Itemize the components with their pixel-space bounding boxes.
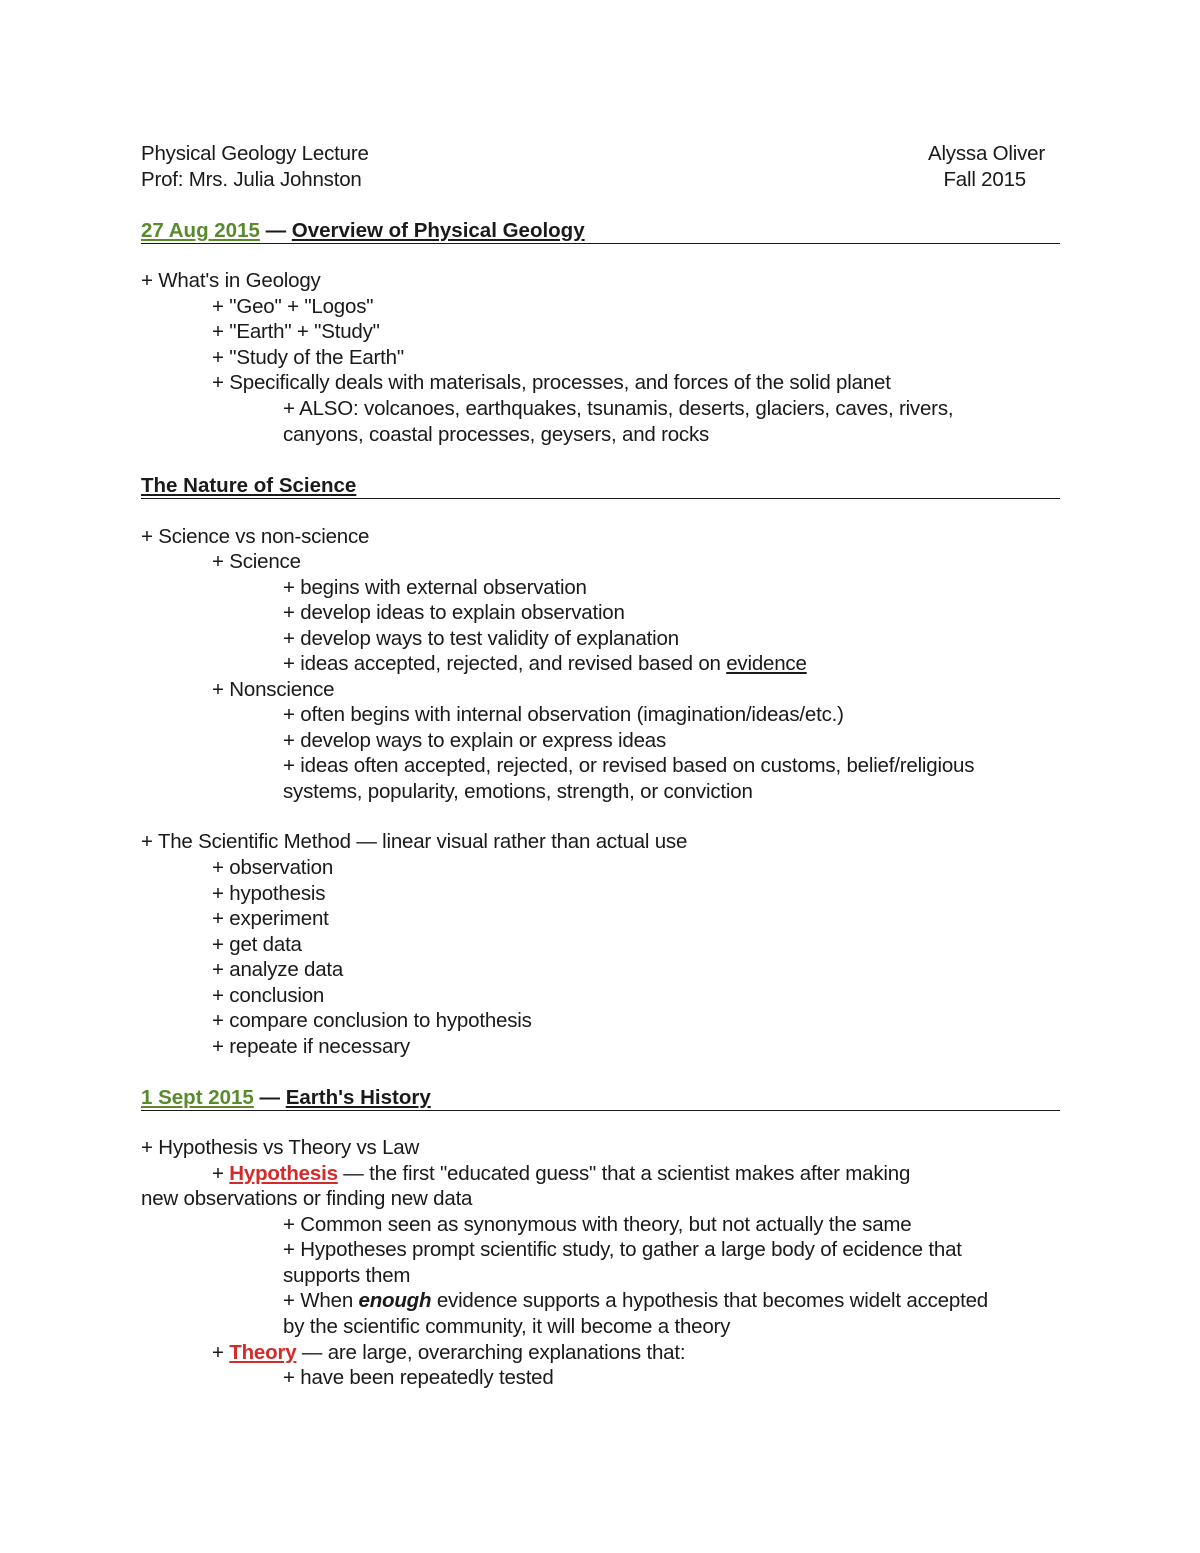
section-date: 27 Aug 2015 xyxy=(141,219,260,242)
section-heading-overview xyxy=(141,218,1060,244)
section-title: Overview of Physical Geology xyxy=(291,219,585,242)
section-heading-earths-history xyxy=(141,1085,1060,1111)
underlined-term: evidence xyxy=(726,652,807,675)
note-line: + Nonscience xyxy=(212,678,335,701)
note-line: + develop ways to test validity of explanation xyxy=(283,627,679,650)
note-line: + analyze data xyxy=(212,958,344,981)
note-text: + xyxy=(212,1341,230,1364)
note-line: + conclusion xyxy=(212,984,325,1007)
note-line: + get data xyxy=(212,933,302,956)
course-title: Physical Geology Lecture xyxy=(141,142,369,165)
note-line: + develop ideas to explain observation xyxy=(283,601,625,624)
note-text: — the first "educated guess" that a scientist makes after making xyxy=(337,1162,911,1185)
note-text: + ideas accepted, rejected, and revised based on xyxy=(283,652,727,675)
heading-separator: — xyxy=(259,219,292,242)
note-line: + Hypotheses prompt scientific study, to gather a large body of ecidence that xyxy=(283,1238,962,1261)
key-term-theory: Theory xyxy=(229,1341,297,1364)
note-line: + develop ways to explain or express ideas xyxy=(283,729,667,752)
note-line: + The Scientific Method — linear visual rather than actual use xyxy=(141,830,688,853)
note-line: canyons, coastal processes, geysers, and rocks xyxy=(283,423,710,446)
note-line: + hypothesis xyxy=(212,882,326,905)
note-line: + have been repeatedly tested xyxy=(283,1366,554,1389)
note-line: + often begins with internal observation (imagination/ideas/etc.) xyxy=(283,703,844,726)
note-text: + xyxy=(212,1162,230,1185)
note-line xyxy=(283,651,807,677)
note-line xyxy=(212,1340,685,1366)
note-line: + Common seen as synonymous with theory, but not actually the same xyxy=(283,1213,912,1236)
note-text: + When xyxy=(283,1289,359,1312)
note-line: + repeate if necessary xyxy=(212,1035,410,1058)
note-text: — are large, overarching explanations that: xyxy=(296,1341,686,1364)
professor-name: Prof: Mrs. Julia Johnston xyxy=(141,168,362,191)
note-line: + "Earth" + "Study" xyxy=(212,320,380,343)
section-title: The Nature of Science xyxy=(141,474,357,497)
section-title: Earth's History xyxy=(285,1086,431,1109)
note-line: + "Geo" + "Logos" xyxy=(212,295,374,318)
note-line: + compare conclusion to hypothesis xyxy=(212,1009,532,1032)
note-line: + begins with external observation xyxy=(283,576,587,599)
note-line: + Science vs non-science xyxy=(141,525,370,548)
note-text: evidence supports a hypothesis that becomes widelt accepted xyxy=(431,1289,988,1312)
note-line: + observation xyxy=(212,856,334,879)
note-line: + ALSO: volcanoes, earthquakes, tsunamis, deserts, glaciers, caves, rivers, xyxy=(283,397,954,420)
note-line: + Specifically deals with materisals, processes, and forces of the solid planet xyxy=(212,371,891,394)
heading-separator: — xyxy=(253,1086,286,1109)
note-line: + Hypothesis vs Theory vs Law xyxy=(141,1136,420,1159)
emphasized-word: enough xyxy=(358,1289,432,1312)
note-line: systems, popularity, emotions, strength, or conviction xyxy=(283,780,753,803)
note-line: by the scientific community, it will become a theory xyxy=(283,1315,731,1338)
note-line xyxy=(283,1288,988,1314)
section-date: 1 Sept 2015 xyxy=(141,1086,254,1109)
note-line: + experiment xyxy=(212,907,329,930)
note-line: supports them xyxy=(283,1264,411,1287)
semester: Fall 2015 xyxy=(943,168,1026,191)
note-line: + ideas often accepted, rejected, or revised based on customs, belief/religious xyxy=(283,754,975,777)
section-heading-nature-of-science xyxy=(141,473,1060,499)
note-line: + What's in Geology xyxy=(141,269,321,292)
note-line: + Science xyxy=(212,550,301,573)
note-line: + "Study of the Earth" xyxy=(212,346,404,369)
key-term-hypothesis: Hypothesis xyxy=(229,1162,338,1185)
student-name: Alyssa Oliver xyxy=(927,142,1045,165)
note-line xyxy=(212,1161,910,1187)
note-line: new observations or finding new data xyxy=(141,1187,473,1210)
